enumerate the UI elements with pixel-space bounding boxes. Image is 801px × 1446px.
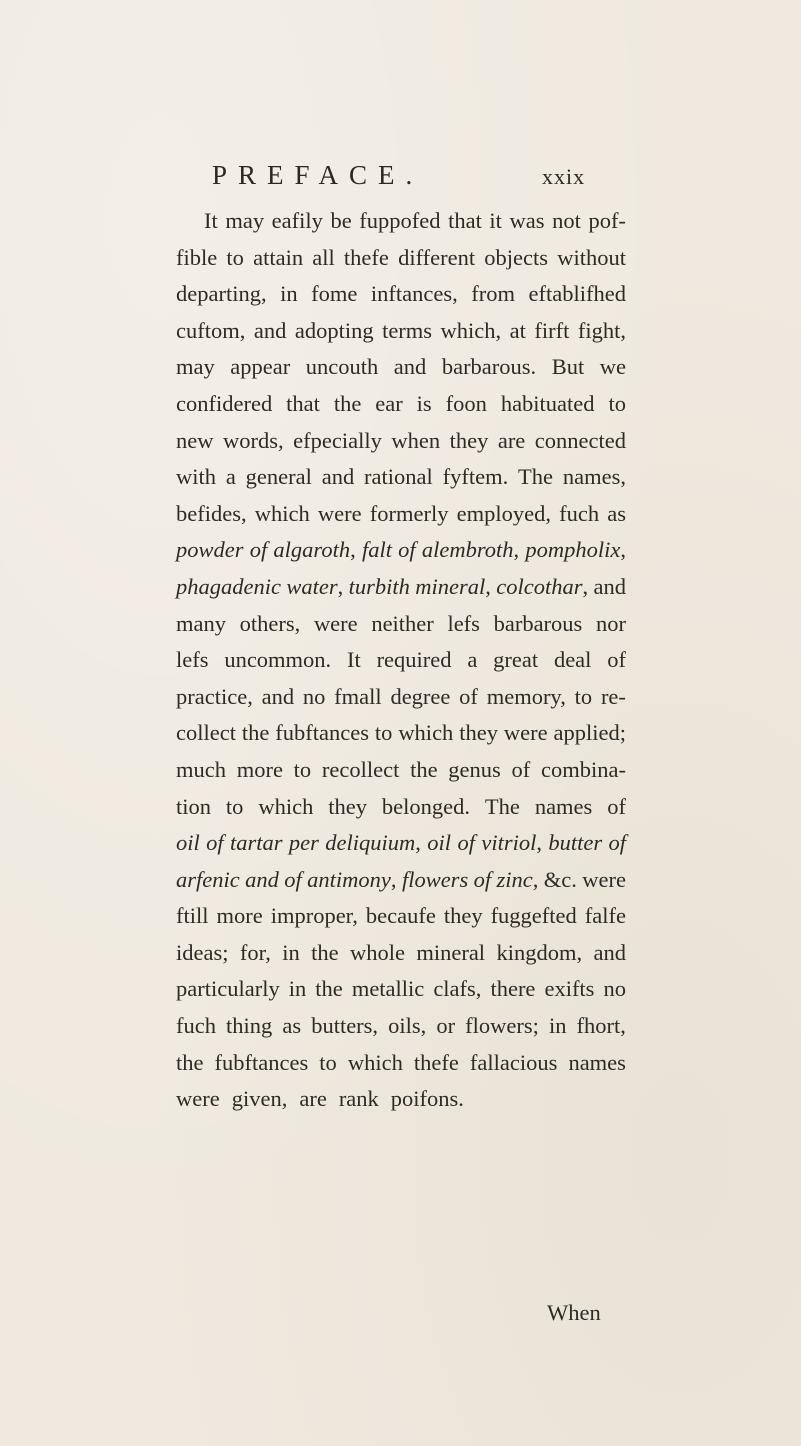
word: whole xyxy=(349,939,405,965)
word: , xyxy=(350,537,356,563)
word: memory, xyxy=(486,683,566,709)
word: It xyxy=(204,208,218,233)
word: fhort, xyxy=(576,1013,626,1039)
word: is xyxy=(416,390,432,416)
word: fuch xyxy=(176,1013,216,1039)
word: much xyxy=(176,756,226,782)
word: &c. xyxy=(543,866,577,892)
word: , xyxy=(582,573,589,599)
text-line xyxy=(176,898,626,935)
word: was xyxy=(509,208,545,233)
word: the xyxy=(241,720,270,746)
word: names xyxy=(534,793,593,819)
word: kingdom, xyxy=(496,939,583,965)
word: deliquium, xyxy=(325,830,421,856)
word: zinc, xyxy=(496,866,539,892)
word: for, xyxy=(239,939,271,965)
text-line xyxy=(176,496,626,533)
word: they xyxy=(459,720,498,746)
word: butters, xyxy=(311,1013,379,1039)
word: re- xyxy=(600,683,626,709)
word: neither xyxy=(371,610,434,636)
word: of xyxy=(607,793,626,819)
word: which xyxy=(398,720,454,746)
word: flowers; xyxy=(465,1013,539,1039)
word: arfenic xyxy=(176,866,240,892)
word: given, xyxy=(231,1086,288,1112)
word: connected xyxy=(534,427,626,453)
word: in xyxy=(280,281,298,307)
word: eftablifhed xyxy=(528,281,626,307)
word: as xyxy=(282,1013,302,1039)
word: to xyxy=(226,244,244,270)
word: It xyxy=(347,647,361,673)
word: befides, xyxy=(176,500,247,526)
word: alembroth, xyxy=(421,537,520,563)
word: which xyxy=(254,500,310,526)
word: eafily xyxy=(271,208,323,233)
word: from xyxy=(471,281,515,307)
word: per xyxy=(288,830,319,856)
word: vitriol, xyxy=(481,830,542,856)
word: not xyxy=(552,208,581,233)
word: oils, xyxy=(388,1013,427,1039)
word: adopting xyxy=(294,317,374,343)
catchword: When xyxy=(547,1300,601,1325)
word: ideas; xyxy=(176,939,229,965)
word: fallacious xyxy=(469,1049,558,1075)
word: the xyxy=(333,390,362,416)
text-line xyxy=(176,1045,626,1082)
word: objects xyxy=(484,244,549,270)
word: and xyxy=(245,866,279,892)
word: of xyxy=(284,866,302,892)
word: fight, xyxy=(577,317,626,343)
word: becaufe xyxy=(365,903,436,929)
word: cuftom, xyxy=(176,317,246,343)
word: with xyxy=(176,464,217,490)
text-line xyxy=(176,313,626,350)
word: ftill xyxy=(176,903,209,929)
word: phagadenic xyxy=(176,573,281,599)
word: pompholix, xyxy=(525,537,626,563)
word: terms xyxy=(382,317,433,343)
word: uncouth xyxy=(305,354,379,380)
text-line xyxy=(176,862,626,899)
word: appear xyxy=(230,354,291,380)
word: were xyxy=(582,866,626,892)
text-line xyxy=(176,642,626,679)
word: practice, xyxy=(176,683,253,709)
word: thing xyxy=(226,1013,273,1039)
word: particularly xyxy=(176,976,280,1002)
word: mineral xyxy=(416,939,486,965)
word: names xyxy=(568,1049,626,1075)
word: metallic xyxy=(351,976,425,1002)
word: combina- xyxy=(540,756,626,782)
word: in xyxy=(282,939,300,965)
word: of xyxy=(249,537,268,563)
word: But xyxy=(551,354,585,380)
text-line xyxy=(176,459,626,496)
word: they xyxy=(328,793,367,819)
word: required xyxy=(376,647,452,673)
word: flowers xyxy=(401,866,469,892)
word: departing, xyxy=(176,281,267,307)
paragraph xyxy=(176,203,626,1118)
word: to xyxy=(574,683,593,709)
word: exifts xyxy=(544,976,595,1002)
text-line xyxy=(176,752,626,789)
word: mineral, xyxy=(415,573,491,599)
word: , xyxy=(536,830,542,856)
word: of xyxy=(206,830,224,856)
word: falfe xyxy=(584,903,626,929)
word: of xyxy=(607,647,626,673)
word: and xyxy=(593,573,626,599)
word: water, xyxy=(286,573,344,599)
word: to xyxy=(293,756,312,782)
text-line xyxy=(176,276,626,313)
word: oil xyxy=(427,830,452,856)
word: degree xyxy=(390,683,451,709)
word: were xyxy=(313,610,358,636)
word: and xyxy=(593,939,626,965)
word: , xyxy=(620,537,626,563)
page-number: xxix xyxy=(542,164,586,189)
word: a xyxy=(467,647,478,673)
word: as xyxy=(607,500,626,526)
word: were xyxy=(176,1086,220,1112)
word: fuppofed xyxy=(359,208,441,233)
word: all xyxy=(312,244,335,270)
word: be xyxy=(330,208,352,233)
word: to xyxy=(608,390,626,416)
word: thefe xyxy=(343,244,389,270)
word: algaroth, xyxy=(273,537,356,563)
word: tion xyxy=(176,793,212,819)
word: fyftem. xyxy=(442,464,509,490)
text-line xyxy=(176,349,626,386)
word: no xyxy=(603,976,626,1002)
word: , xyxy=(485,573,491,599)
word: recollect xyxy=(321,756,400,782)
word: that xyxy=(286,390,320,416)
word: falt xyxy=(361,537,392,563)
word: pof- xyxy=(588,208,626,233)
word: uncommon. xyxy=(224,647,332,673)
word: at xyxy=(509,317,526,343)
word: the xyxy=(176,1049,204,1075)
word: in xyxy=(288,976,307,1002)
word: , xyxy=(415,830,421,856)
word: were xyxy=(503,720,548,746)
word: a xyxy=(225,464,236,490)
word: more xyxy=(216,903,263,929)
word: ear xyxy=(375,390,403,416)
text-line xyxy=(176,1081,626,1118)
word: of xyxy=(511,756,531,782)
word: oil xyxy=(176,830,200,856)
word: that xyxy=(448,208,482,233)
word: new xyxy=(176,427,214,453)
word: thefe xyxy=(413,1049,459,1075)
word: applied; xyxy=(553,720,626,746)
word: or xyxy=(436,1013,456,1039)
word: The xyxy=(484,793,520,819)
word: fubftances xyxy=(214,1049,309,1075)
word: the xyxy=(315,976,343,1002)
word: when xyxy=(391,427,441,453)
text-line xyxy=(176,971,626,1008)
word: tartar xyxy=(230,830,283,856)
word: colcothar, xyxy=(496,573,589,599)
word: inftances, xyxy=(370,281,458,307)
word: they xyxy=(449,427,489,453)
word: rank xyxy=(338,1086,379,1112)
word: different xyxy=(398,244,476,270)
word: of xyxy=(457,830,475,856)
text-line xyxy=(176,1008,626,1045)
word: which xyxy=(347,1049,403,1075)
word: and xyxy=(393,354,427,380)
word: of xyxy=(398,537,416,563)
word: genus xyxy=(448,756,501,782)
word: clafs, xyxy=(433,976,482,1002)
word: employed, xyxy=(456,500,551,526)
word: they xyxy=(443,903,483,929)
word: barbarous xyxy=(493,610,583,636)
word: which xyxy=(258,793,314,819)
word: there xyxy=(490,976,536,1002)
word: fubftances xyxy=(275,720,369,746)
text-line xyxy=(176,532,626,569)
running-head xyxy=(0,160,801,196)
word: of xyxy=(459,683,478,709)
text-line xyxy=(176,935,626,972)
text-line xyxy=(176,386,626,423)
word: and xyxy=(321,464,355,490)
word: deal xyxy=(553,647,592,673)
word: it xyxy=(489,208,502,233)
word: may xyxy=(176,354,215,380)
word: which, xyxy=(440,317,502,343)
text-line xyxy=(176,789,626,826)
word: powder xyxy=(176,537,244,563)
word: great xyxy=(493,647,539,673)
word: of xyxy=(608,830,626,856)
text-line xyxy=(176,203,626,240)
word: more xyxy=(236,756,283,782)
word: butter xyxy=(548,830,603,856)
word: , xyxy=(532,866,539,892)
word: fmall xyxy=(334,683,382,709)
word: to xyxy=(319,1049,337,1075)
text-line xyxy=(176,569,626,606)
word: lefs xyxy=(447,610,480,636)
word: belonged. xyxy=(381,793,471,819)
word: names, xyxy=(562,464,626,490)
word: without xyxy=(557,244,626,270)
text-line xyxy=(176,606,626,643)
word: formerly xyxy=(369,500,449,526)
word: foon xyxy=(445,390,487,416)
word: we xyxy=(599,354,626,380)
word: rational xyxy=(364,464,433,490)
word: firft xyxy=(534,317,570,343)
word: lefs xyxy=(176,647,209,673)
text-line xyxy=(176,715,626,752)
word: of xyxy=(473,866,492,892)
word: fuggefted xyxy=(490,903,577,929)
word: poifons. xyxy=(390,1086,464,1112)
word: general xyxy=(245,464,312,490)
word: are xyxy=(497,427,526,453)
word: collect xyxy=(176,720,236,746)
word: many xyxy=(176,610,226,636)
text-line xyxy=(176,679,626,716)
text-line xyxy=(176,423,626,460)
word: fuch xyxy=(559,500,600,526)
word: are xyxy=(299,1086,327,1112)
word: efpecially xyxy=(293,427,382,453)
word: habituated xyxy=(500,390,595,416)
text-line xyxy=(176,825,626,862)
text-line xyxy=(176,240,626,277)
word: attain xyxy=(253,244,304,270)
word: the xyxy=(311,939,339,965)
word: were xyxy=(317,500,362,526)
running-title: PREFACE. xyxy=(212,160,424,190)
word: to xyxy=(225,793,244,819)
word: fible xyxy=(176,244,218,270)
word: to xyxy=(374,720,393,746)
word: antimony, xyxy=(307,866,397,892)
word: turbith xyxy=(348,573,410,599)
word: others, xyxy=(239,610,301,636)
word: confidered xyxy=(176,390,273,416)
word: no xyxy=(302,683,326,709)
word: , xyxy=(513,537,520,563)
word: , xyxy=(390,866,397,892)
word: The xyxy=(518,464,554,490)
word: , xyxy=(337,573,344,599)
word: the xyxy=(410,756,438,782)
word: barbarous. xyxy=(441,354,537,380)
word: and xyxy=(253,317,287,343)
word: fome xyxy=(311,281,358,307)
word: in xyxy=(548,1013,567,1039)
word: improper, xyxy=(270,903,358,929)
word: words, xyxy=(223,427,284,453)
word: and xyxy=(261,683,295,709)
word: nor xyxy=(595,610,626,636)
word: may xyxy=(225,208,265,233)
